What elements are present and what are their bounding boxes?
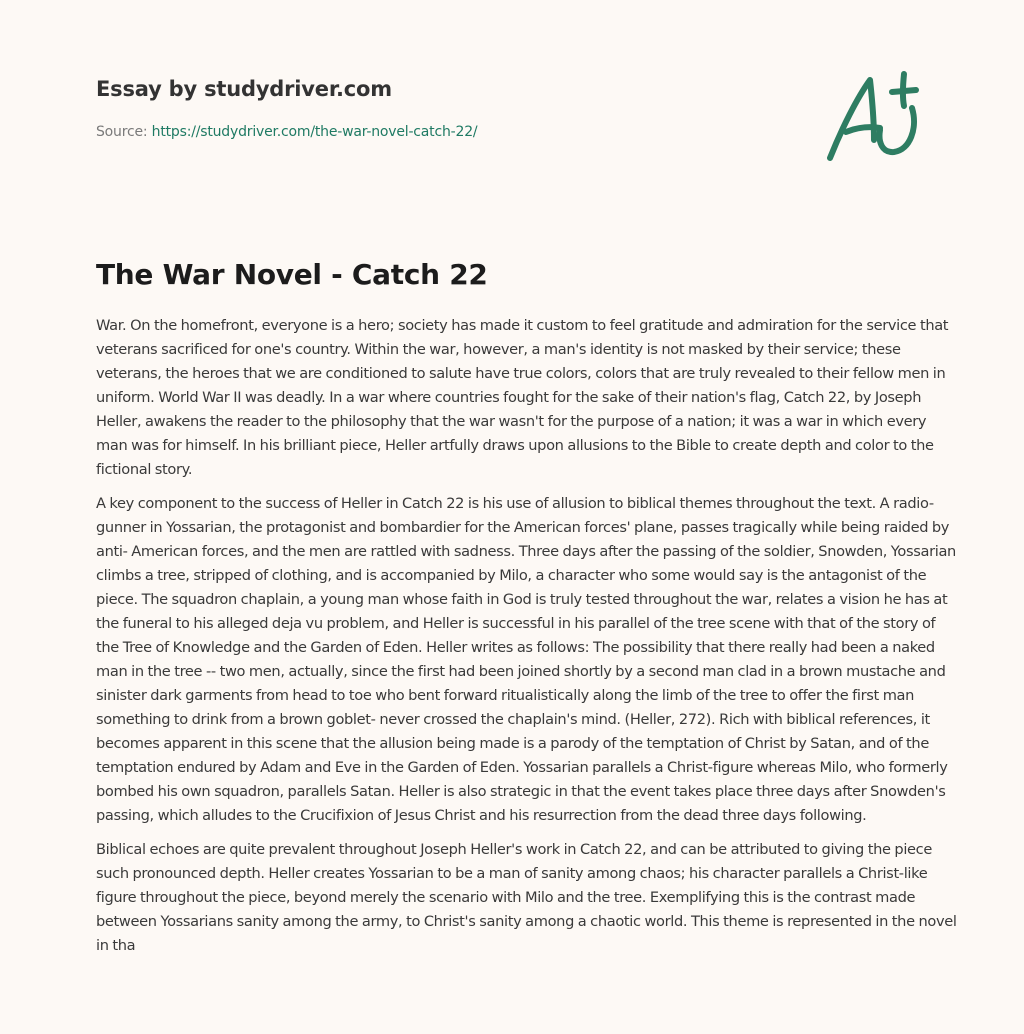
essay-body (96, 314, 958, 968)
a-plus-grade-icon (822, 68, 932, 168)
paragraph: A key component to the success of Heller in Catch 22 is his use of allusion to biblical themes throughout the text. A radio-gunner in Yossarian, the protagonist and bombardier for the American forces' plane, passes tragically while being raided by anti- American forces, and the men are rattled with sadness. Three days after the passing of the soldier, Snowden, Yossarian climbs a tree, stripped of clothing, and is accompanied by Milo, a character who some would say is the antagonist of the piece. The squadron chaplain, a young man whose faith in God is truly tested throughout the war, relates a vision he has at the funeral to his alleged deja vu problem, and Heller is successful in his parallel of the tree scene with that of the story of the Tree of Knowledge and the Garden of Eden. Heller writes as follows: The possibility that there really had been a naked man in the tree -- two men, actually, since the first had been joined shortly by a second man clad in a brown mustache and sinister dark garments from head to toe who bent forward ritualistically along the limb of the tree to offer the first man something to drink from a brown goblet- never crossed the chaplain's mind. (Heller, 272). Rich with biblical references, it becomes apparent in this scene that the allusion being made is a parody of the temptation of Christ by Satan, and of the temptation endured by Adam and Eve in the Garden of Eden. Yossarian parallels a Christ-figure whereas Milo, who formerly bombed his own squadron, parallels Satan. Heller is also strategic in that the event takes place three days after Snowden's passing, which alludes to the Crucifixion of Jesus Christ and his resurrection from the dead three days following. (96, 495, 956, 824)
document-title: The War Novel - Catch 22 (96, 258, 488, 291)
paragraph: War. On the homefront, everyone is a hero; society has made it custom to feel gratitude and admiration for the service that veterans sacrificed for one's country. Within the war, however, a man's identity is not masked by their service; these veterans, the heroes that we are conditioned to salute have true colors, colors that are truly revealed to their fellow men in uniform. World War II was deadly. In a war where countries fought for the sake of their nation's flag, Catch 22, by Joseph Heller, awakens the reader to the philosophy that the war wasn't for the purpose of a nation; it was a war in which every man was for himself. In his brilliant piece, Heller artfully draws upon allusions to the Bible to create depth and color to the fictional story. (96, 317, 949, 478)
source-line (96, 122, 796, 142)
paragraph: Biblical echoes are quite prevalent throughout Joseph Heller's work in Catch 22, and can be attributed to giving the piece such pronounced depth. Heller creates Yossarian to be a man of sanity among chaos; his character parallels a Christ-like figure throughout the piece, beyond merely the scenario with Milo and the tree. Exemplifying this is the contrast made between Yossarians sanity among the army, to Christ's sanity among a chaotic world. This theme is represented in the novel in tha (96, 841, 957, 954)
essay-header (96, 74, 796, 142)
site-title: Essay by studydriver.com (96, 77, 392, 101)
source-link[interactable]: https://studydriver.com/the-war-novel-catch-22/ (151, 124, 478, 140)
source-label: Source: (96, 124, 148, 140)
